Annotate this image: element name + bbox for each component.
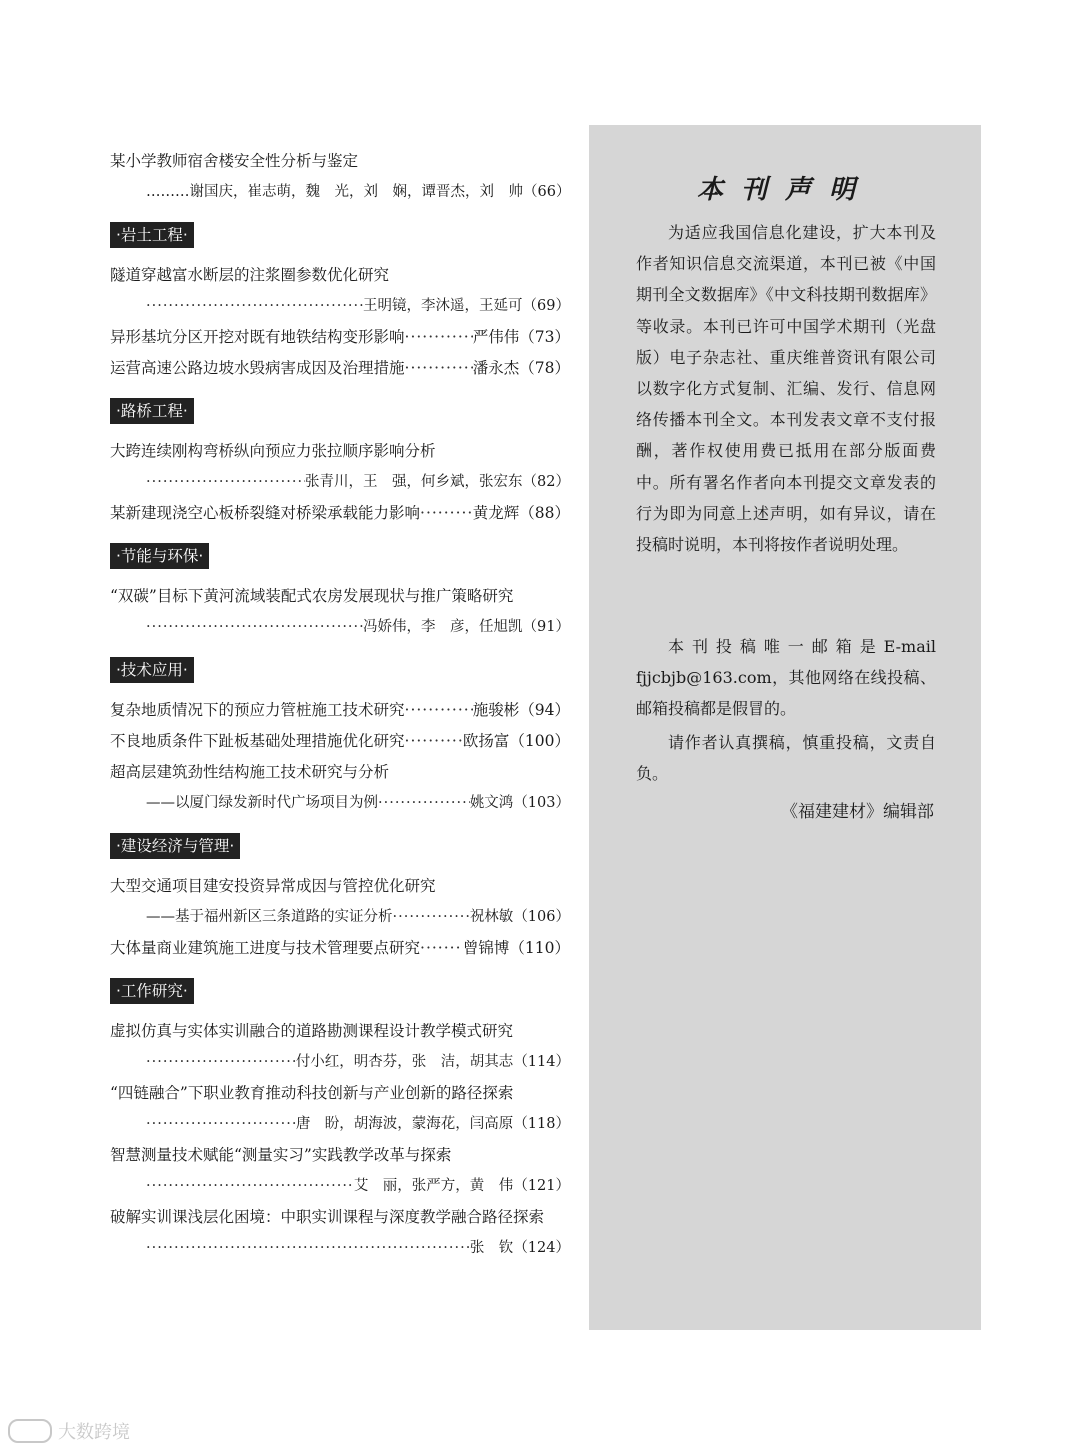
section-heading: ·技术应用·: [110, 657, 194, 683]
entry-page: （100）: [509, 732, 570, 750]
entry-page: （78）: [519, 359, 570, 377]
leader-dots: [146, 467, 305, 498]
watermark: [8, 1418, 130, 1444]
entry-authors: 张青川，王 强，何乡斌，张宏东: [305, 474, 523, 490]
leader-dots: [420, 933, 463, 964]
entry-authors-page: [363, 612, 570, 643]
entry-title: 某小学教师宿舍楼安全性分析与鉴定: [110, 152, 359, 170]
entry-subtitle: ——基于福州新区三条道路的实证分析: [146, 909, 393, 925]
entry-title: 虚拟仿真与实体实训融合的道路勘测课程设计教学模式研究: [110, 1022, 514, 1040]
entry-title: 智慧测量技术赋能“测量实习”实践教学改革与探索: [110, 1146, 452, 1164]
notice-paragraph-2: 本刊投稿唯一邮箱是E-mail fjjcbjb@163.com，其他网络在线投稿、邮箱投稿都是假冒的。: [636, 637, 936, 719]
entry-authors: 祝林敏: [469, 909, 514, 925]
entry-byline: [110, 1109, 570, 1140]
leader-dots: [146, 291, 363, 322]
notice-paragraph-3: 请作者认真撰稿，慎重投稿，文责自负。: [636, 733, 936, 784]
entry-title: “双碳”目标下黄河流域装配式农房发展现状与推广策略研究: [110, 587, 514, 605]
entry-authors-page: [470, 902, 570, 933]
entry-subtitle: ——以厦门绿发新时代广场项目为例: [146, 795, 378, 811]
toc-entry: [110, 695, 570, 726]
entry-title: 异形基坑分区开挖对既有地铁结构变形影响: [110, 328, 405, 346]
entry-title: 复杂地质情况下的预应力管桩施工技术研究: [110, 701, 405, 719]
table-of-contents: [110, 146, 570, 1264]
entry-byline: [110, 1233, 570, 1264]
entry-byline: [110, 1171, 570, 1202]
toc-section: [110, 208, 570, 384]
entry-authors-page: [354, 1171, 570, 1202]
leader-dots: [146, 612, 363, 643]
entry-authors-page: [296, 1047, 570, 1078]
toc-section: [110, 643, 570, 819]
entry-authors: 付小红，明杏芬，张 洁，胡其志: [295, 1054, 514, 1070]
entry-authors: 严伟伟: [472, 328, 520, 346]
entry-title: 某新建现浇空心板桥裂缝对桥梁承载能力影响: [110, 504, 421, 522]
leader-dots: [378, 788, 470, 819]
leader-dots: [420, 498, 473, 529]
toc-entry: [110, 322, 570, 353]
entry-authors: 冯娇伟，李 彦，任旭凯: [363, 619, 523, 635]
entry-authors-page: [473, 498, 570, 529]
entry-byline: [110, 788, 570, 819]
toc-entry: [110, 353, 570, 384]
entry-page: （91）: [522, 619, 570, 635]
entry-title: 大型交通项目建安投资异常成因与管控优化研究: [110, 877, 436, 895]
entry-authors-page: [463, 933, 570, 964]
entry-title: 隧道穿越富水断层的注浆圈参数优化研究: [110, 266, 390, 284]
entry-title: 大跨连续刚构弯桥纵向预应力张拉顺序影响分析: [110, 442, 436, 460]
entry-byline: [110, 467, 570, 498]
entry-authors: 曾锦博: [462, 939, 510, 957]
entry-authors: 艾 丽，张严方，黄 伟: [353, 1178, 514, 1194]
toc-section: [110, 529, 570, 643]
section-heading: ·岩土工程·: [110, 222, 194, 248]
watermark-text: 大数跨境: [58, 1422, 130, 1443]
entry-authors: 王明镜，李沐遥，王延可: [363, 298, 523, 314]
entry-page: （124）: [513, 1240, 570, 1256]
entry-authors: 张 钦: [469, 1240, 514, 1256]
leader-dots: [405, 695, 473, 726]
toc-section: [110, 964, 570, 1264]
entry-page: （103）: [513, 795, 570, 811]
entry-authors-page: [363, 291, 570, 322]
entry-authors-page: [470, 788, 570, 819]
toc-entry: [110, 933, 570, 964]
section-heading: ·建设经济与管理·: [110, 833, 240, 859]
entry-authors-page: [473, 695, 570, 726]
entry-authors: 唐 盼，胡海波，蒙海花，闫高原: [295, 1116, 514, 1132]
leader-dots: [146, 1171, 354, 1202]
entry-byline: [110, 612, 570, 643]
entry-title: 不良地质条件下趾板基础处理措施优化研究: [110, 732, 405, 750]
notice-paragraph-1: 为适应我国信息化建设，扩大本刊及作者知识信息交流渠道，本刊已被《中国期刊全文数据库》《中文科技期刊数据库》等收录。本刊已许可中国学术期刊（光盘版）电子杂志社、重庆维普资讯有限公司以数字化方式复制、汇编、发行、信息网络传播本刊全文。本刊发表文章不支付报酬，著作权使用费已抵用在部分版面费中。所有署名作者向本刊提交文章发表的行为即为同意上述声明，如有异议，请在投稿时说明，本刊将按作者说明处理。: [636, 223, 936, 555]
entry-byline: [110, 902, 570, 933]
toc-entry: [110, 498, 570, 529]
entry-title: “四链融合”下职业教育推动科技创新与产业创新的路径探索: [110, 1084, 514, 1102]
leader-dots: [405, 353, 473, 384]
entry-page: （106）: [513, 909, 570, 925]
section-heading: ·节能与环保·: [110, 543, 209, 569]
entry-authors-page: [463, 726, 570, 757]
entry-title: 超高层建筑劲性结构施工技术研究与分析: [110, 763, 390, 781]
entry-authors-page: [296, 1109, 570, 1140]
section-heading: ·工作研究·: [110, 978, 194, 1004]
entry-page: （82）: [522, 474, 570, 490]
entry-authors: 施骏彬: [472, 701, 520, 719]
leader-dots: [405, 726, 463, 757]
leader-dots: [146, 1047, 296, 1078]
section-heading: ·路桥工程·: [110, 398, 194, 424]
leader-dots: [405, 322, 473, 353]
leader-dots: [146, 1233, 470, 1264]
entry-page: （66）: [523, 184, 571, 200]
entry-page: （114）: [513, 1054, 570, 1070]
entry-title: 运营高速公路边坡水毁病害成因及治理措施: [110, 359, 405, 377]
entry-authors-page: [305, 467, 570, 498]
entry-authors-page: [473, 353, 570, 384]
notice-title: 本刊声明: [696, 175, 873, 205]
entry-page: （121）: [513, 1178, 570, 1194]
toc-section: [110, 819, 570, 964]
entry-authors: 欧扬富: [462, 732, 510, 750]
entry-byline: [110, 291, 570, 322]
entry-page: （69）: [522, 298, 570, 314]
entry-page: （73）: [519, 328, 570, 346]
entry-authors: 潘永杰: [472, 359, 520, 377]
entry-authors-page: [473, 322, 570, 353]
entry-page: （94）: [519, 701, 570, 719]
leader-dots: [146, 1109, 296, 1140]
notice-signature: 《福建建材》编辑部: [781, 802, 934, 822]
logo-icon: [8, 1419, 52, 1443]
entry-title: 破解实训课浅层化困境：中职实训课程与深度教学融合路径探索: [110, 1208, 545, 1226]
journal-notice-panel: [589, 125, 981, 1330]
entry-page: （118）: [513, 1116, 570, 1132]
entry-authors: ………谢国庆，崔志萌，魏 光，刘 娴，谭晋杰，刘 帅: [146, 184, 523, 200]
entry-authors-page: [470, 1233, 570, 1264]
toc-entry: [110, 726, 570, 757]
entry-title: 大体量商业建筑施工进度与技术管理要点研究: [110, 939, 421, 957]
entry-byline: [110, 177, 570, 208]
leader-dots: [393, 902, 470, 933]
entry-page: （88）: [519, 504, 570, 522]
entry-authors: 黄龙辉: [472, 504, 520, 522]
entry-byline: [110, 1047, 570, 1078]
entry-page: （110）: [509, 939, 570, 957]
toc-section: [110, 384, 570, 529]
entry-authors: 姚文鸿: [469, 795, 514, 811]
